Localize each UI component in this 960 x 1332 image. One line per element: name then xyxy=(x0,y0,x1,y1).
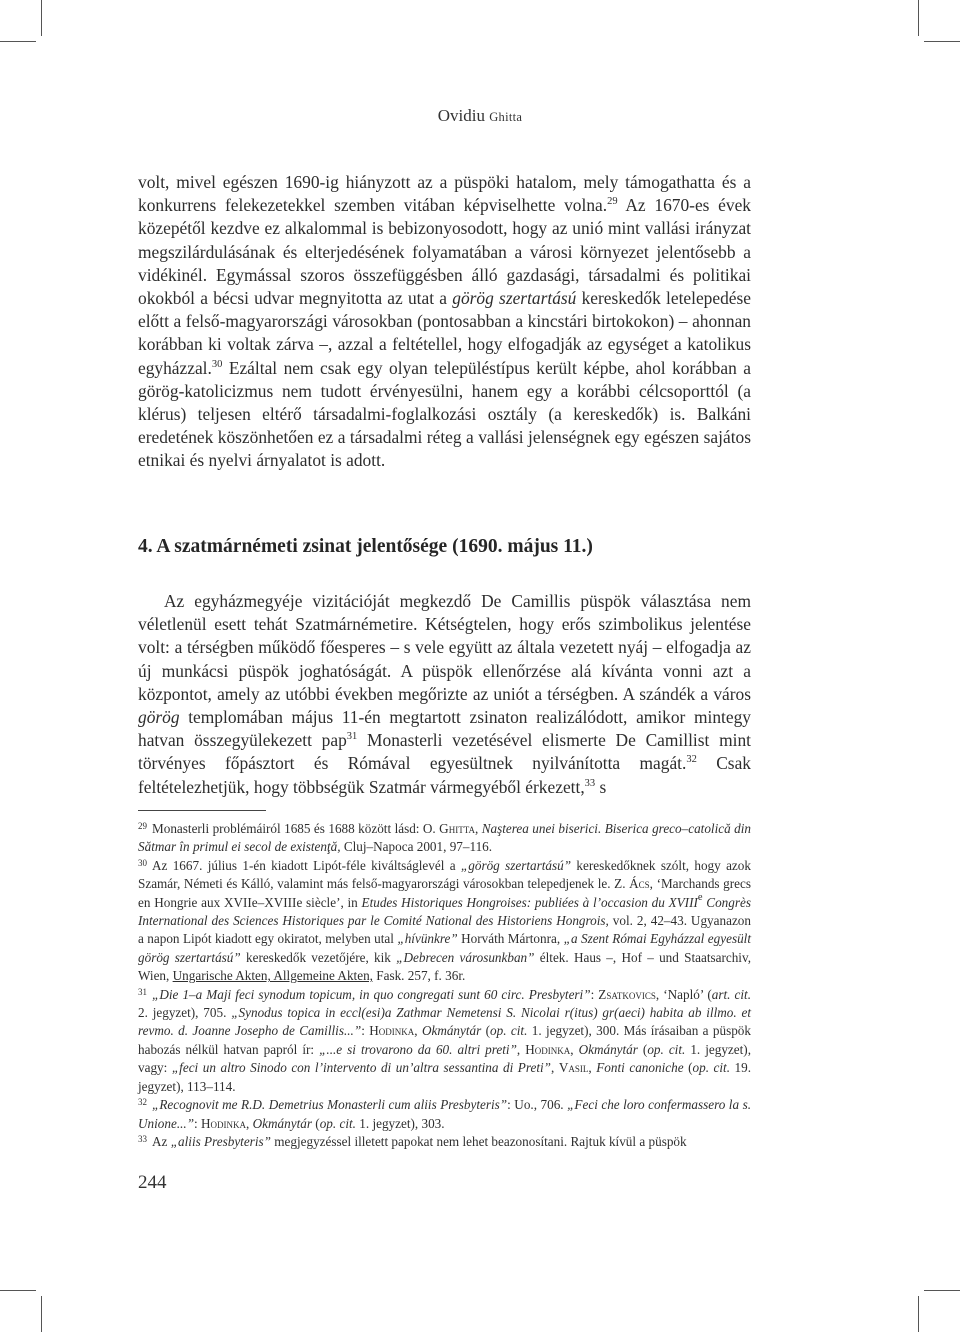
footnote-30 xyxy=(138,857,751,986)
text-run: 2. jegyzet), 705. xyxy=(138,1005,232,1021)
paragraph-2 xyxy=(138,590,751,799)
footnote-31 xyxy=(138,986,751,1096)
text-run: Monasterli vezetésével elismerte De Camillist mint törvényes főpásztort és Rómával egyesültnek nyilvánította magát. xyxy=(138,730,751,774)
text-run: Az 1667. július 1-én kiadott Lipót-féle kiváltságlevél a xyxy=(152,857,461,873)
text-run: éltek. Haus –, Hof – und Staatsarchiv, Wien, xyxy=(138,949,752,984)
text-run: ( xyxy=(637,1041,648,1057)
small-caps-author: Hodinka xyxy=(369,1023,415,1039)
small-caps-author: Vasil xyxy=(558,1060,589,1076)
body-paragraph-1 xyxy=(138,171,751,473)
small-caps-author: Hodinka xyxy=(525,1041,571,1057)
crop-mark-top-right-h xyxy=(924,41,960,42)
text-run: megjegyzéssel illetett papokat nem lehet beazonosítani. Rajtuk kívül a püspök xyxy=(270,1133,687,1149)
footnote-number: 30 xyxy=(138,857,147,868)
text-run: Monasterli problémáiról 1685 és 1688 között lásd: O. xyxy=(152,821,440,836)
text-run: , ‘Marchands grecs en Hongrie aux XVIIe–XVIIIe siècle’, in xyxy=(138,876,751,910)
text-run: Horváth Mártonra, xyxy=(457,931,564,947)
text-run: , xyxy=(474,821,482,836)
footnote-32 xyxy=(138,1096,751,1133)
text-run: kereskedők vezetőjére, kik xyxy=(240,949,397,965)
crop-mark-bottom-right-v xyxy=(918,1296,919,1332)
footnote-number: 33 xyxy=(138,1133,147,1144)
italic-run: op. cit. xyxy=(692,1060,730,1076)
text-run: , xyxy=(414,1023,422,1039)
italic-run: Okmánytár xyxy=(421,1023,482,1039)
text-run: kereskedők letelepedése előtt a felső-magyarországi városokban (pontosabban a kincstári birtokokon) – ahonnan korábban ki voltak zárva –, azzal a feltétellel, hogy elfogadják az egységet a katolikus egyházzal. xyxy=(138,288,751,378)
footnote-separator xyxy=(138,810,266,811)
italic-run: Etudes Historiques Hongroises: publiées à l’occasion du XVIII xyxy=(361,894,698,910)
author-last-name: Ghitta xyxy=(489,110,523,124)
italic-run: Fonti canoniche xyxy=(596,1060,684,1076)
crop-mark-top-left-h xyxy=(0,41,36,42)
text-run: , xyxy=(516,1041,526,1057)
text-run: volt, mivel egészen 1690-ig hiányzott az a püspöki hatalom, mely támogathatta és a konkurrens felekezetekkel szemben vitában képviselhette volna. xyxy=(138,172,751,216)
text-run: : xyxy=(590,986,599,1002)
italic-run: Okmánytár xyxy=(578,1041,638,1057)
footnote-number: 29 xyxy=(138,821,147,831)
italic-run: „Debrecen városunkban” xyxy=(396,949,535,965)
italic-run: görög xyxy=(138,707,180,728)
page-number: 244 xyxy=(138,1172,167,1193)
italic-run: „Feci che loro confermassero la s. Unione...” xyxy=(138,1097,752,1131)
section-heading: 4. A szatmárnémeti zsinat jelentősége (1690. május 11.) xyxy=(138,536,593,557)
footnote-33 xyxy=(138,1133,751,1151)
italic-run: Naşterea unei biserici. Biserica greco–catolică din Sătmar în primul ei secol de existenţă, xyxy=(138,821,751,855)
footnote-reference: e xyxy=(697,891,703,903)
italic-run: op. cit. xyxy=(319,1115,356,1131)
text-run: 19. jegyzet), 113–114. xyxy=(138,1060,752,1094)
text-run: , xyxy=(588,1060,597,1076)
small-caps-author: Hodinka xyxy=(201,1115,247,1131)
underlined-run: Ungarische Akten, Allgemeine Akten, xyxy=(172,968,373,984)
italic-run: op. cit. xyxy=(647,1041,686,1057)
crop-mark-bottom-left-h xyxy=(0,1290,36,1291)
paragraph-1 xyxy=(138,171,751,473)
italic-run: „...e si trovarono da 60. altri preti” xyxy=(319,1041,517,1057)
text-run: , xyxy=(246,1115,253,1131)
crop-mark-top-right-v xyxy=(918,0,919,36)
text-run: 1. jegyzet), vagy: xyxy=(138,1041,751,1076)
footnote-number: 31 xyxy=(138,986,147,997)
text-run: Ezáltal nem csak egy olyan településtípus került képbe, ahol korábban a görög-katolicizmus nem tudott érvényesülni, hanem egy a korábbi célcsoporttól (a klérus) teljesen eltérő társadalmi-foglalkozási osztály (a kereskedők) is. Balkáni eredetének köszönhetően ez a társadalmi réteg a vallási jelenségnek egy egészen sajátos etnikai és nyelvi árnyalatot is adott. xyxy=(138,357,751,471)
footnote-reference: 33 xyxy=(584,777,596,789)
italic-run: op. cit. xyxy=(490,1023,528,1039)
author-first-name: Ovidiu xyxy=(437,106,485,125)
text-run: Cluj–Napoca 2001, 97–116. xyxy=(340,839,493,855)
italic-run: „Recognovit me R.D. Demetrius Monasterli cum aliis Presbyteris” xyxy=(152,1097,508,1113)
text-run: : Uo., 706. xyxy=(507,1097,568,1113)
text-run: Az 1670-es évek közepétől kezdve ez alkalommal is bebizonyosodott, hogy az unió mint vallási irányzat megszilárdulásának és elterjedésének folyamatában a városi környezet jelentősebb a vidékinél. Egymással szoros összefüggésben álló gazdasági, társadalmi és politikai okokból a bécsi udvar megnyitotta az utat a xyxy=(138,195,752,309)
footnote-29 xyxy=(138,820,751,857)
italic-run: görög szertartású xyxy=(452,288,577,309)
text-run: ( xyxy=(683,1060,693,1076)
text-run: templomában május 11-én megtartott zsinaton realizálódott, amikor mintegy hatvan összegyülekezett pap xyxy=(138,707,751,751)
text-run: : xyxy=(361,1023,370,1039)
crop-mark-bottom-right-h xyxy=(924,1290,960,1291)
text-run: s xyxy=(595,776,607,797)
small-caps-author: Ghitta xyxy=(439,821,475,836)
footnote-reference: 31 xyxy=(346,731,358,743)
italic-run: Congrès International des Sciences Historiques par le Comité National des Historiens Hongrois, xyxy=(138,894,751,929)
text-run: , ‘Napló’ ( xyxy=(655,986,712,1002)
text-run: 1. jegyzet), 303. xyxy=(355,1115,445,1131)
crop-mark-top-left-v xyxy=(41,0,42,36)
text-run: : xyxy=(194,1115,202,1131)
text-run: , xyxy=(551,1060,559,1076)
text-run: Az egyházmegyéje vizitációját megkezdő De Camillis püspök választása nem véletlenül esett tehát Szatmárnémetire. Kétségtelen, hogy erős szimbolikus jelentése volt: a térségben működő főesperes – s vele együtt az általa vezetett nyáj – elfogadja az új munkácsi püspök joghatóságát. A püspök ellenőrzése alá kívánta vonni azt a központot, amely az utóbbi években megőrizte az uniót a térségben. A szándék a város xyxy=(138,591,751,704)
small-caps-author: Ács xyxy=(629,876,650,892)
italic-run: „a Szent Római Egyházzal egyesült görög szertartású” xyxy=(138,931,751,965)
footnotes xyxy=(138,820,751,1151)
italic-run: „aliis Presbyteris” xyxy=(170,1133,271,1149)
footnote-number: 32 xyxy=(138,1097,147,1108)
crop-mark-bottom-left-v xyxy=(41,1296,42,1332)
footnote-reference: 29 xyxy=(607,196,618,208)
italic-run: „hívünkre” xyxy=(397,931,458,947)
italic-run: „Synodus topica in eccl(esi)a Zathmar Nemetensi S. Nicolai r(itus) gr(aeci) habita ab illmo. et revmo. d. Joanne Josepho de Camillis...” xyxy=(138,1005,751,1039)
text-run: ( xyxy=(481,1023,491,1039)
italic-run: „görög szertartású” xyxy=(460,857,572,873)
italic-run: „Die 1–a Maji feci synodum topicum, in quo congregati sunt 60 circ. Presbyteri” xyxy=(152,986,591,1002)
footnote-reference: 32 xyxy=(686,754,697,766)
italic-run: Okmánytár xyxy=(252,1115,312,1131)
text-run: Az xyxy=(152,1133,171,1149)
small-caps-author: Zsatkovics xyxy=(598,986,656,1002)
footnote-reference: 30 xyxy=(211,358,223,370)
text-run: 1. jegyzet), 300. Más írásaiban a püspök habozás nélkül hatvan papról ír: xyxy=(138,1023,751,1057)
text-run: vol. 2, 42–43. Ugyanazon a napon Lipót kiadott egy okiratot, melyben utal xyxy=(138,913,751,947)
text-run: , xyxy=(570,1041,579,1057)
body-paragraph-2 xyxy=(138,590,751,799)
italic-run: art. cit. xyxy=(711,986,751,1002)
text-run: Fask. 257, f. 36r. xyxy=(372,968,466,984)
running-head xyxy=(0,106,960,126)
text-run: kereskedőknek szólt, hogy azok Szamár, Németi és Kálló, valamint más felső-magyarországi városokban telepedjenek le. Z. xyxy=(138,857,751,892)
text-run: ( xyxy=(311,1115,320,1131)
text-run: Csak feltételezhetjük, hogy többségük Szatmár vármegyéből érkezett, xyxy=(138,753,751,797)
italic-run: „feci un altro Sinodo con l’intervento di un’altra sessantina di Preti” xyxy=(171,1060,552,1076)
